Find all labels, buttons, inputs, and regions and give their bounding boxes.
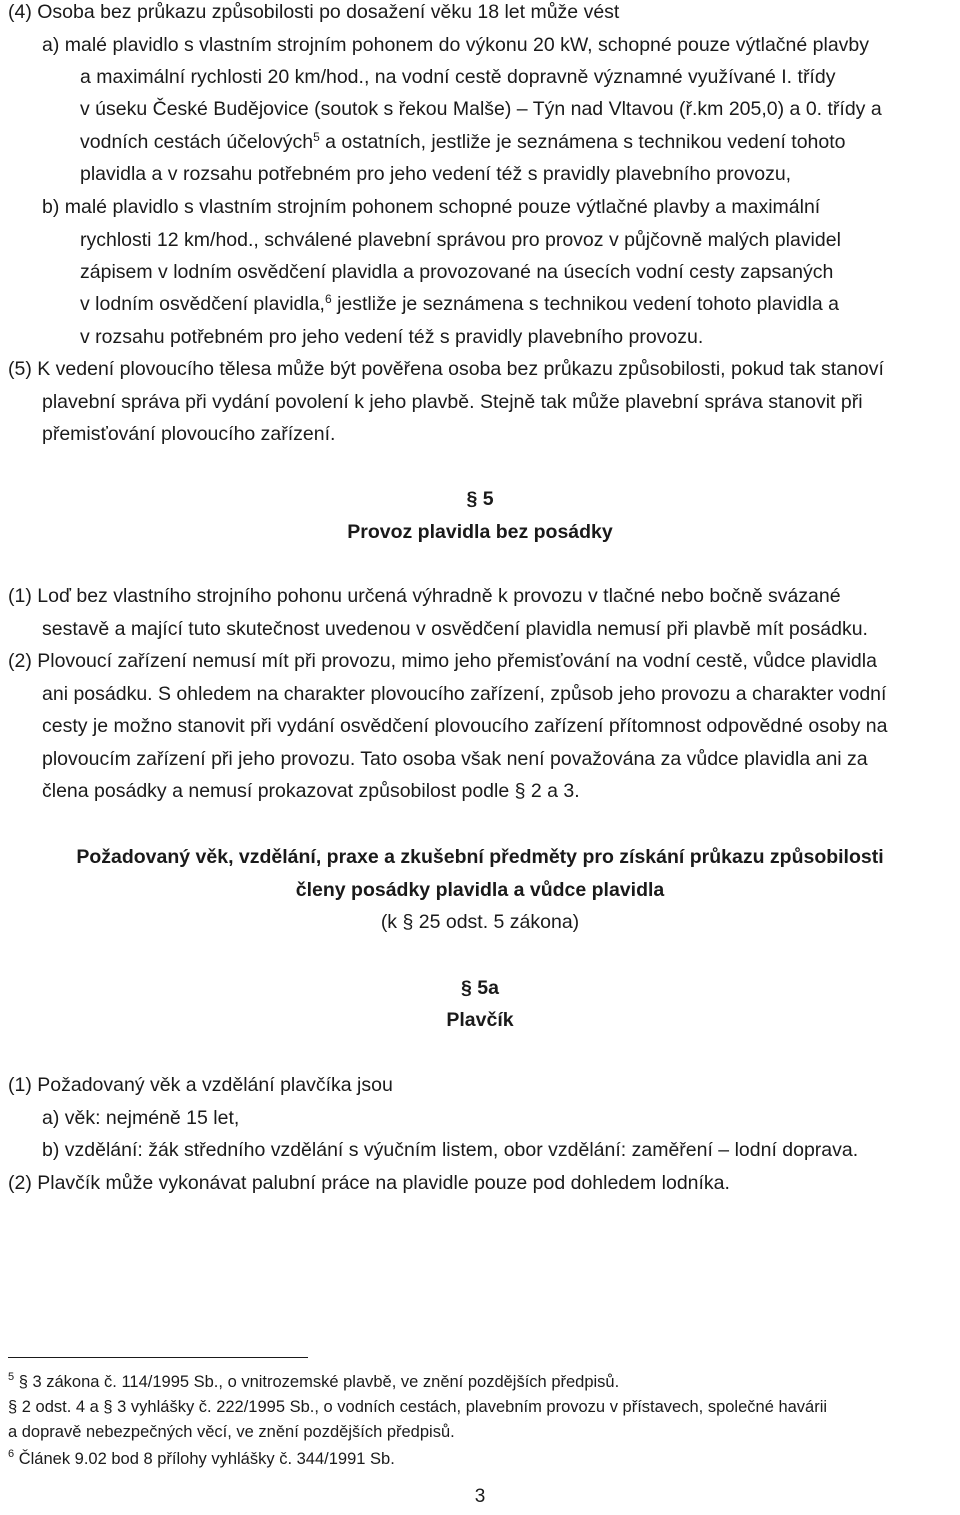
para-4a-text-a: vodních cestách účelových [80, 131, 314, 153]
part-heading-line-2: členy posádky plavidla a vůdce plavidla [295, 879, 665, 901]
s5-para-1-line-2: sestavě a mající tuto skutečnost uvedenou v osvědčení plavidla nemusí při plavbě mít posádku. [42, 618, 868, 640]
part-heading-reference: (k § 25 odst. 5 zákona) [380, 911, 580, 933]
footnote-5-mark: 5 [8, 1371, 15, 1383]
part-heading-line-1: Požadovaný věk, vzdělání, praxe a zkušební předměty pro získání průkazu způsobilosti [76, 846, 884, 868]
footnote-separator [8, 1357, 308, 1358]
footnote-5-line-1 [8, 1372, 619, 1392]
s5-para-2-line-1: (2) Plovoucí zařízení nemusí mít při provozu, mimo jeho přemisťování na vodní cestě, vůdce plavidla [8, 650, 877, 672]
para-4b-line-2: rychlosti 12 km/hod., schválené plavební správou pro provoz v půjčovně malých plavidel [80, 229, 841, 251]
para-4-line-1: (4) Osoba bez průkazu způsobilosti po dosažení věku 18 let může vést [8, 1, 620, 23]
s5a-para-1a: a) věk: nejméně 15 let, [42, 1107, 240, 1129]
s5-para-2-line-4: plovoucím zařízení při jeho provozu. Tato osoba však není považována za vůdce plavidla ani za [42, 748, 868, 770]
para-5-line-2: plavební správa při vydání povolení k jeho plavbě. Stejně tak může plavební správa stanovit při [42, 391, 863, 413]
para-4a-text-b: a ostatních, jestliže je seznámena s technikou vedení tohoto [319, 131, 846, 153]
s5a-para-1b: b) vzdělání: žák středního vzdělání s výučním listem, obor vzdělání: zaměření – lodní doprava. [42, 1139, 859, 1161]
para-4a-line-5: plavidla a v rozsahu potřebném pro jeho vedení též s pravidly plavebního provozu, [80, 163, 792, 185]
section-5a-number: § 5a [461, 977, 499, 999]
para-4b-line-3: zápisem v lodním osvědčení plavidla a provozované na úsecích vodní cesty zapsaných [80, 261, 834, 283]
page-number: 3 [474, 1486, 486, 1507]
footnote-ref-5: 5 [313, 130, 320, 144]
footnote-6-text-1: Článek 9.02 bod 8 přílohy vyhlášky č. 344/1991 Sb. [18, 1450, 395, 1468]
footnote-6-line-1 [8, 1449, 395, 1469]
section-5-title: Provoz plavidla bez posádky [347, 521, 613, 543]
s5-para-2-line-5: člena posádky a nemusí prokazovat způsobilost podle § 2 a 3. [42, 780, 580, 802]
section-5-number: § 5 [466, 488, 494, 510]
para-4b-line-1: b) malé plavidlo s vlastním strojním pohonem schopné pouze výtlačné plavby a maximální [42, 196, 821, 218]
para-4a-line-2: a maximální rychlosti 20 km/hod., na vodní cestě dopravně významné využívané I. třídy [80, 66, 836, 88]
footnote-ref-6: 6 [324, 292, 332, 306]
para-4a-line-4 [80, 130, 846, 154]
s5-para-2-line-2: ani posádku. S ohledem na charakter plovoucího zařízení, způsob jeho provozu a charakter vodní [42, 683, 887, 705]
para-4b-line-5: v rozsahu potřebném pro jeho vedení též s pravidly plavebního provozu. [80, 326, 704, 348]
footnote-5-text-1: § 3 zákona č. 114/1995 Sb., o vnitrozemské plavbě, ve znění pozdějších předpisů. [18, 1373, 620, 1391]
footnote-6-mark: 6 [8, 1448, 15, 1460]
s5a-para-2: (2) Plavčík může vykonávat palubní práce na plavidle pouze pod dohledem lodníka. [8, 1172, 730, 1194]
s5a-para-1-line-1: (1) Požadovaný věk a vzdělání plavčíka jsou [8, 1074, 393, 1096]
section-5a-title: Plavčík [446, 1009, 514, 1031]
para-4b-text-a: v lodním osvědčení plavidla, [80, 293, 325, 315]
para-5-line-3: přemisťování plovoucího zařízení. [42, 423, 336, 445]
para-4b-text-b: jestliže je seznámena s technikou vedení tohoto plavidla a [331, 293, 839, 315]
s5-para-1-line-1: (1) Loď bez vlastního strojního pohonu určená výhradně k provozu v tlačné nebo bočně svázané [8, 585, 841, 607]
para-4b-line-4 [80, 292, 839, 316]
para-4a-line-1: a) malé plavidlo s vlastním strojním pohonem do výkonu 20 kW, schopné pouze výtlačné plavby [42, 34, 870, 56]
para-5-line-1: (5) K vedení plovoucího tělesa může být pověřena osoba bez průkazu způsobilosti, pokud tak stanoví [8, 358, 884, 380]
s5-para-2-line-3: cesty je možno stanovit při vydání osvědčení plovoucího zařízení přítomnost odpovědné osoby na [42, 715, 888, 737]
para-4a-line-3: v úseku České Budějovice (soutok s řekou Malše) – Týn nad Vltavou (ř.km 205,0) a 0. třídy a [80, 98, 882, 120]
footnote-5-line-2: § 2 odst. 4 a § 3 vyhlášky č. 222/1995 Sb., o vodních cestách, plavebním provozu v přístavech, společné havárii [8, 1398, 828, 1416]
footnote-5-line-3: a dopravě nebezpečných věcí, ve znění pozdějších předpisů. [8, 1423, 455, 1441]
